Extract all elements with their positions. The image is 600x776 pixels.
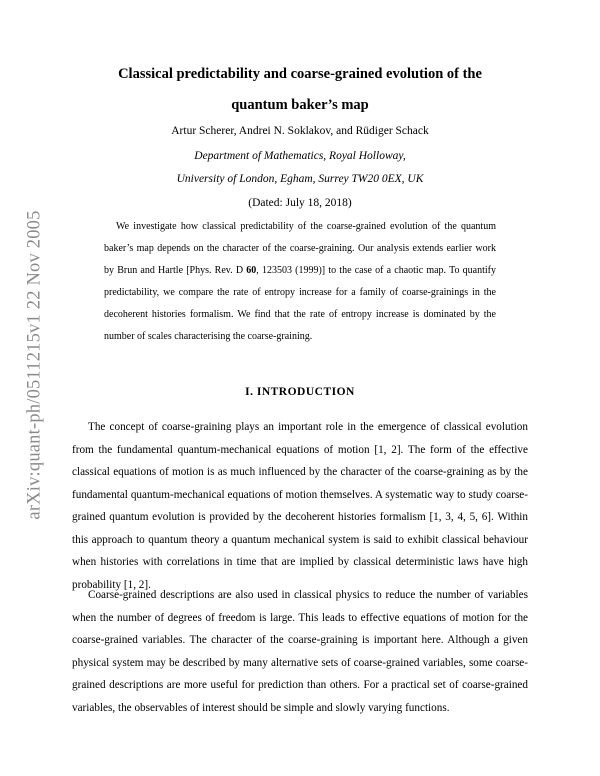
paper-title [80, 59, 520, 121]
abstract-volume: 60 [246, 265, 257, 276]
arxiv-identifier-text: arXiv:quant-ph/0511215v1 22 Nov 2005 [24, 210, 45, 520]
abstract-part-2: , 123503 (1999)] to the case of a chaotic map. To quantify predictability, we compare the rate of entropy increase for a family of coarse-grainings in the decoherent histories formalism. We find that the rate of entropy increase is dominated by the number of scales characterising the coarse-graining. [104, 265, 496, 342]
authors: Artur Scherer, Andrei N. Soklakov, and Rüdiger Schack [171, 125, 429, 137]
title-line-1: Classical predictability and coarse-grained evolution of the [118, 66, 482, 82]
paragraph-1: The concept of coarse-graining plays an important role in the emergence of classical evolution from the fundamental quantum-mechanical equations of motion [1, 2]. The form of the effective classical equations of motion is as much influenced by the character of the coarse-graining as by the fundamental quantum-mechanical equations of motion themselves. A systematic way to study coarse-grained quantum evolution is provided by the decoherent histories formalism [1, 3, 4, 5, 6]. Within this approach to quantum theory a quantum mechanical system is said to exhibit classical behaviour when histories with correlations in time that are implied by classical deterministic laws have high probability [1, 2]. [72, 421, 528, 591]
dated: (Dated: July 18, 2018) [248, 197, 352, 209]
paragraph-2: Coarse-grained descriptions are also used in classical physics to reduce the number of variables when the number of degrees of freedom is large. This leads to effective equations of motion for the coarse-grained variables. The character of the coarse-graining is important here. Although a given physical system may be described by many alternative sets of coarse-grained variables, some coarse-grained descriptions are more useful for prediction than others. For a practical set of coarse-grained variables, the observables of interest should be simple and slowly varying functions. [72, 589, 528, 714]
affiliation-line-1: Department of Mathematics, Royal Holloway, [194, 150, 406, 162]
affiliation-line-2: University of London, Egham, Surrey TW20 0EX, UK [176, 173, 424, 185]
abstract-part-1: We investigate how classical predictability of the coarse-grained evolution of the quantum baker’s map depends on the character of the coarse-graining. Our analysis extends earlier work by Brun and Hartle [Phys. Rev. D [104, 221, 496, 276]
title-line-2: quantum baker’s map [231, 97, 369, 113]
section-heading: I. INTRODUCTION [245, 386, 355, 398]
arxiv-identifier [25, 190, 45, 540]
abstract [104, 216, 496, 348]
